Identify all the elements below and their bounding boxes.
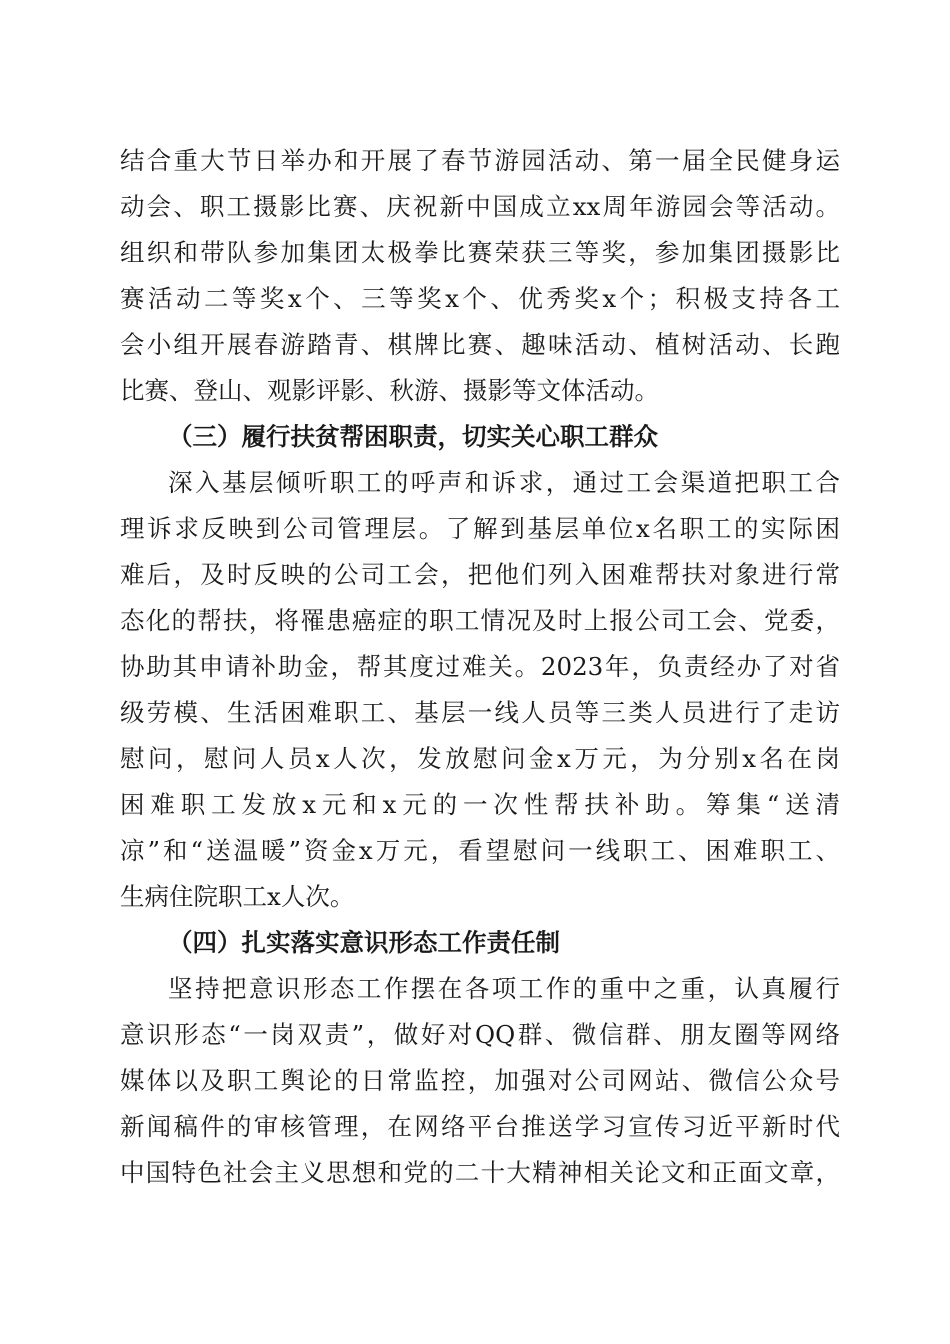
paragraph-2-line-4: 态化的帮扶，将罹患癌症的职工情况及时上报公司工会、党委， xyxy=(120,606,840,635)
paragraph-3-line-5: 中国特色社会主义思想和党的二十大精神相关论文和正面文章， xyxy=(120,1158,840,1187)
paragraph-2-line-2: 理诉求反映到公司管理层。了解到基层单位x名职工的实际困 xyxy=(120,514,840,543)
paragraph-1-line-4: 赛活动二等奖x个、三等奖x个、优秀奖x个；积极支持各工 xyxy=(120,284,840,313)
paragraph-1-line-2: 动会、职工摄影比赛、庆祝新中国成立xx周年游园会等活动。 xyxy=(120,192,840,221)
paragraph-2-line-10: 生病住院职工x人次。 xyxy=(120,882,355,911)
paragraph-2-line-7: 慰问，慰问人员x人次，发放慰问金x万元，为分别x名在岗 xyxy=(120,744,840,773)
paragraph-2-line-8: 困难职工发放x元和x元的一次性帮扶补助。筹集“送清 xyxy=(120,790,840,819)
paragraph-3-line-3: 媒体以及职工舆论的日常监控，加强对公司网站、微信公众号 xyxy=(120,1066,840,1095)
paragraph-2-line-6: 级劳模、生活困难职工、基层一线人员等三类人员进行了走访 xyxy=(120,698,840,727)
paragraph-1-line-6: 比赛、登山、观影评影、秋游、摄影等文体活动。 xyxy=(120,376,659,405)
paragraph-1-line-3: 组织和带队参加集团太极拳比赛荣获三等奖，参加集团摄影比 xyxy=(120,238,840,267)
paragraph-2-line-5: 协助其申请补助金，帮其度过难关。2023年，负责经办了对省 xyxy=(120,652,840,681)
paragraph-2-line-9: 凉”和“送温暖”资金x万元，看望慰问一线职工、困难职工、 xyxy=(120,836,840,865)
section-heading-4: （四）扎实落实意识形态工作责任制 xyxy=(168,928,560,957)
paragraph-2-line-3: 难后，及时反映的公司工会，把他们列入困难帮扶对象进行常 xyxy=(120,560,840,589)
paragraph-3-line-2: 意识形态“一岗双责”，做好对QQ群、微信群、朋友圈等网络 xyxy=(120,1020,840,1049)
paragraph-1-line-5: 会小组开展春游踏青、棋牌比赛、趣味活动、植树活动、长跑 xyxy=(120,330,840,359)
paragraph-3-line-4: 新闻稿件的审核管理，在网络平台推送学习宣传习近平新时代 xyxy=(120,1112,840,1141)
paragraph-2-line-1: 深入基层倾听职工的呼声和诉求，通过工会渠道把职工合 xyxy=(168,468,840,497)
section-heading-3: （三）履行扶贫帮困职责，切实关心职工群众 xyxy=(168,422,658,451)
paragraph-1-line-1: 结合重大节日举办和开展了春节游园活动、第一届全民健身运 xyxy=(120,146,840,175)
paragraph-3-line-1: 坚持把意识形态工作摆在各项工作的重中之重，认真履行 xyxy=(168,974,840,1003)
